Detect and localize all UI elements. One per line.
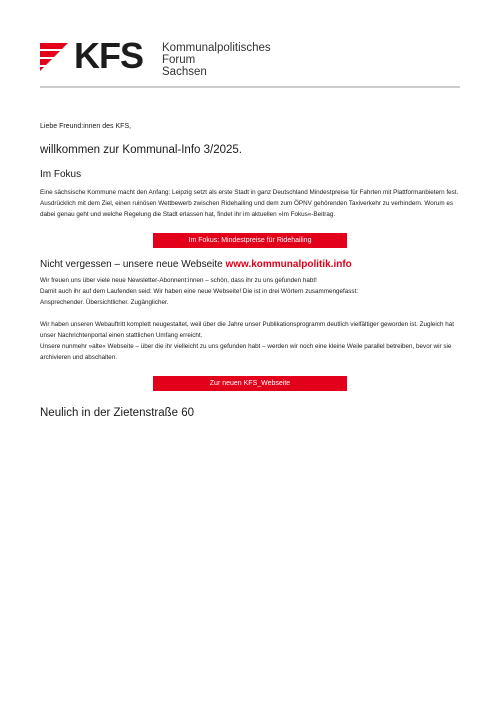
fokus-heading: Im Fokus xyxy=(40,169,82,180)
website-line-1: Wir freuen uns über viele neue Newsletter-Abonnent:innen – schön, dass ihr zu uns gefunden habt! xyxy=(40,277,317,284)
website-heading-text: Nicht vergessen – unsere neue Webseite xyxy=(40,259,223,270)
newsletter-body xyxy=(40,122,460,421)
kfs-logo-icon xyxy=(40,43,68,73)
website-line-2: Damit auch ihr auf dem Laufenden seid: Wir haben eine neue Webseite! Die ist in drei Wörtern zusammengefasst: xyxy=(40,288,359,295)
header xyxy=(40,35,460,88)
fokus-button[interactable]: Im Fokus: Mindestpreise für Ridehailing xyxy=(153,233,347,248)
greeting: Liebe Freund:innen des KFS, xyxy=(40,123,132,130)
website-line-3: Ansprechender. Übersichtlicher. Zugänglicher. xyxy=(40,299,169,306)
fokus-text: Eine sächsische Kommune macht den Anfang: Leipzig setzt als erste Stadt in ganz Deutschland Mindestpreise für Fahrten mit Plattformanbietern fest. Ausdrücklich mit dem Ziel, einen ruinösen Wettbewerb zwischen Ridehailing und dem zum ÖPNV gehörenden Taxiverkehr zu verhindern. Worum es dabei genau geht und welche Regelung die Stadt erlassen hat, findet ihr im aktuellen »Im Fokus«-Beitrag. xyxy=(40,189,459,218)
logo-wordmark: KFS xyxy=(74,35,143,76)
logo-line-3: Sachsen xyxy=(162,66,207,78)
logo-line-1: Kommunalpolitisches xyxy=(162,42,271,54)
website-para-2b: Unsere nunmehr »alte« Webseite – über die ihr vielleicht zu uns gefunden habt – werden wir noch eine kleine Weile parallel betreiben, bevor wir sie archivieren und abschalten. xyxy=(40,343,452,361)
website-button[interactable]: Zur neuen KFS_Webseite xyxy=(153,376,347,391)
website-text xyxy=(40,275,460,363)
zieten-heading: Neulich in der Zietenstraße 60 xyxy=(40,407,195,419)
header-divider xyxy=(40,86,460,88)
logo-line-2: Forum xyxy=(162,54,196,66)
logo-subtitle xyxy=(162,42,271,78)
website-link[interactable]: www.kommunalpolitik.info xyxy=(225,259,352,270)
website-para-2a: Wir haben unseren Webauftritt komplett neugestaltet, weil über die Jahre unser Publikationsprogramm deutlich vielfältiger geworden ist. Zugleich hat unser Nachrichtenportal einen stattlichen Umfang erreicht. xyxy=(40,321,454,339)
website-heading xyxy=(40,258,460,272)
welcome-heading: willkommen zur Kommunal-Info 3/2025. xyxy=(40,144,242,156)
